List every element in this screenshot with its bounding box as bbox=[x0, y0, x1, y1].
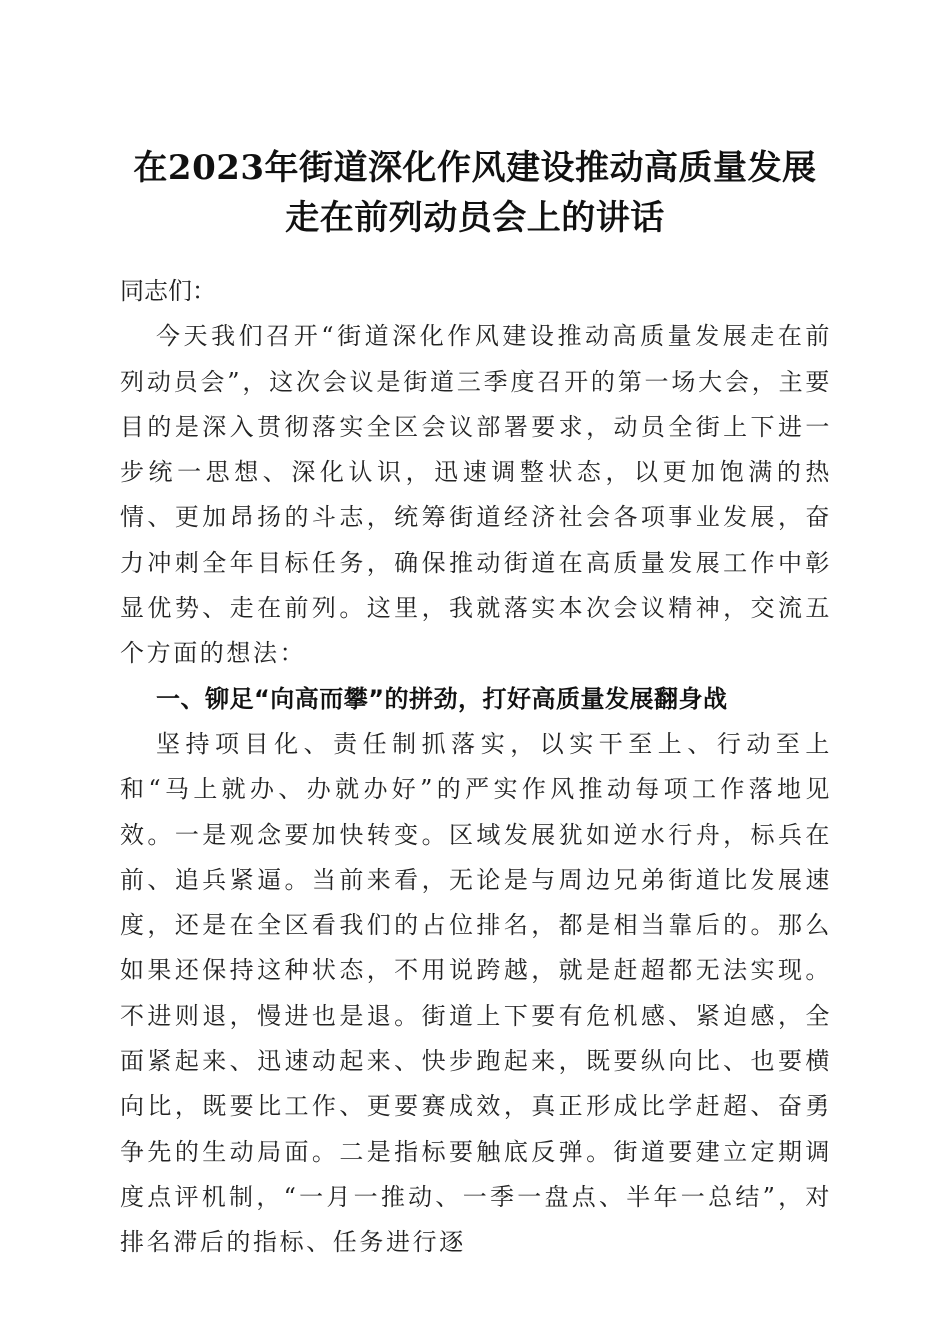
document-title-line-1: 在2023年街道深化作风建设推动高质量发展 bbox=[133, 148, 817, 188]
document-title-line-2: 走在前列动员会上的讲话 bbox=[285, 198, 665, 238]
document-body bbox=[120, 269, 832, 1266]
salutation: 同志们： bbox=[120, 277, 216, 305]
section-1-paragraph: 坚持项目化、责任制抓落实，以实干至上、行动至上和“马上就办、办就办好”的严实作风推动每项工作落地见效。一是观念要加快转变。区域发展犹如逆水行舟，标兵在前、追兵紧逼。当前来看，无论是与周边兄弟街道比发展速度，还是在全区看我们的占位排名，都是相当靠后的。那么如果还保持这种状态，不用说跨越，就是赶超都无法实现。不进则退，慢进也是退。街道上下要有危机感、紧迫感，全面紧起来、迅速动起来、快步跑起来，既要纵向比、也要横向比，既要比工作、更要赛成效，真正形成比学赶超、奋勇争先的生动局面。二是指标要触底反弹。街道要建立定期调度点评机制，“一月一推动、一季一盘点、半年一总结”，对排名滞后的指标、任务进行逐 bbox=[120, 729, 832, 1257]
intro-paragraph: 今天我们召开“街道深化作风建设推动高质量发展走在前列动员会”，这次会议是街道三季度召开的第一场大会，主要目的是深入贯彻落实全区会议部署要求，动员全街上下进一步统一思想、深化认识，迅速调整状态，以更加饱满的热情、更加昂扬的斗志，统筹街道经济社会各项事业发展，奋力冲刺全年目标任务，确保推动街道在高质量发展工作中彰显优势、走在前列。这里，我就落实本次会议精神，交流五个方面的想法： bbox=[120, 322, 832, 668]
section-1-heading: 一、铆足“向高而攀”的拼劲，打好高质量发展翻身战 bbox=[156, 684, 728, 713]
